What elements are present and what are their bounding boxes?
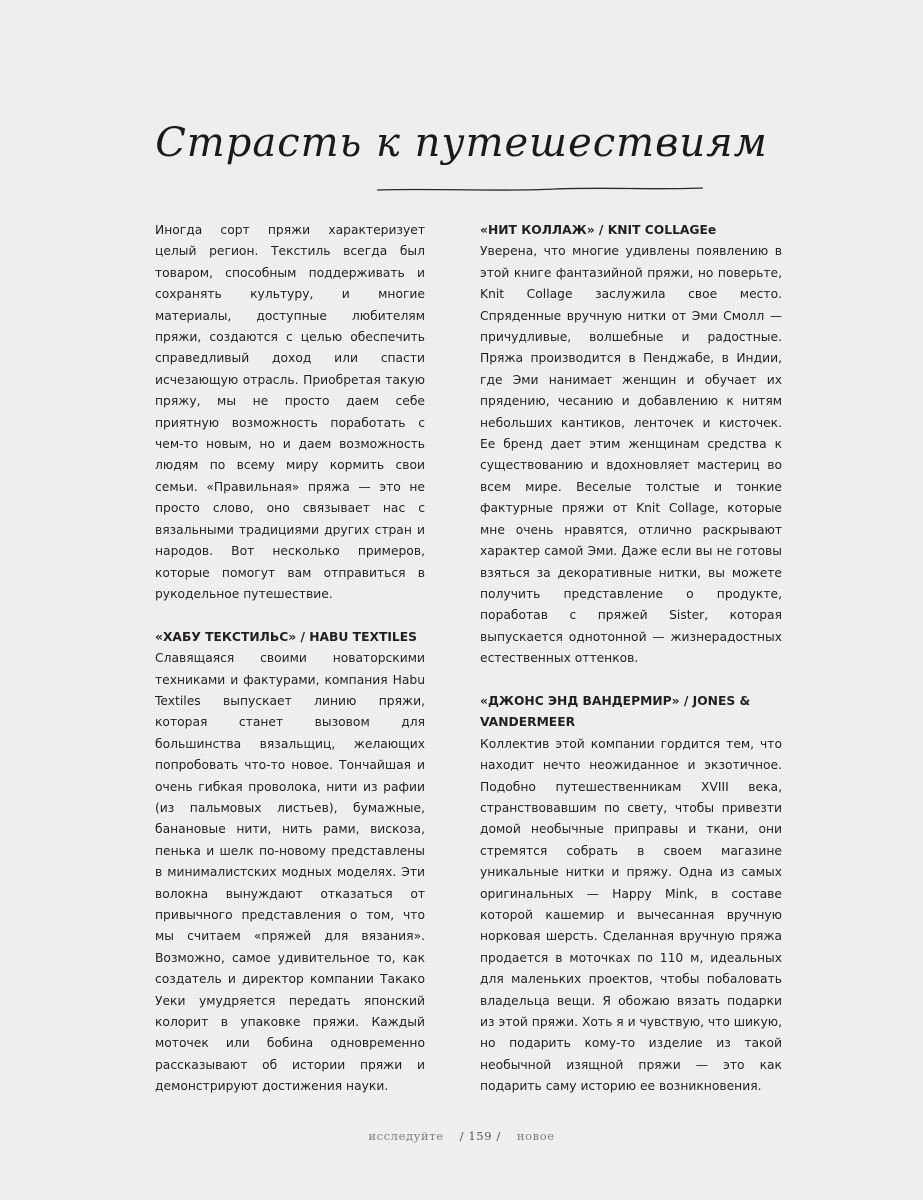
title-flourish xyxy=(375,178,705,198)
section-heading-jones-vandermeer: «ДЖОНС ЭНД ВАНДЕРМИР» / JONES & VANDERMEER xyxy=(480,693,751,730)
section-body-jones-vandermeer: Коллектив этой компании гордится тем, что находит нечто неожиданное и экзотичное. Подобно путешественникам XVIII века, странствовавшим по свету, чтобы привезти домой необычные приправы и ткани, они стремятся собрать в своем магазине уникальные нитки и пряжу. Одна из самых оригинальных — Happy Mink, в составе которой кашемир и вычесанная вручную норковая шерсть. Сделанная вручную пряжа продается в моточках по 110 м, идеальных для маленьких проектов, чтобы побаловать владельца вещи. Я обожаю вязать подарки из этой пряжи. Хоть я и чувствую, что шикую, но подарить кому-то изделие из такой необычной изящной пряжи — это как подарить саму историю ее возникновения. xyxy=(480,736,782,1094)
page-number: / 159 / xyxy=(459,1129,501,1143)
right-column xyxy=(480,220,782,1098)
left-column xyxy=(155,220,425,1098)
page-footer xyxy=(0,1129,923,1143)
section-heading-knit-collage: «НИТ КОЛЛАЖ» / KNIT COLLAGEе xyxy=(480,223,717,237)
page-title: Страсть к путешествиям xyxy=(155,120,768,166)
footer-left-text: исследуйте xyxy=(368,1129,444,1143)
intro-paragraph: Иногда сорт пряжи характеризует целый регион. Текстиль всегда был товаром, способным поддерживать и сохранять культуру, и многие материалы, доступные любителям пряжи, создаются с целью обеспечить справедливый доход или спасти исчезающую отрасль. Приобретая такую пряжу, мы не просто даем себе приятную возможность поработать с чем-то новым, но и даем возможность людям по всему миру кормить свои семьи. «Правильная» пряжа — это не просто слово, оно связывает нас с вязальными традициями других стран и народов. Вот несколько примеров, которые помогут вам отправиться в рукодельное путешествие. xyxy=(155,223,425,601)
section-body-habu: Славящаяся своими новаторскими техниками и фактурами, компания Habu Textiles выпускает линию пряжи, которая станет вызовом для большинства вязальщиц, желающих попробовать что-то новое. Тончайшая и очень гибкая проволока, нити из рафии (из пальмовых листьев), бумажные, банановые нити, нить рами, вискоза, пенька и шелк по-новому представлены в минималистских модных моделях. Эти волокна вынуждают отказаться от привычного представления о том, что мы считаем «пряжей для вязания». Возможно, самое удивительное то, как создатель и директор компании Такако Уеки умудряется передать японский колорит в упаковке пряжи. Каждый моточек или бобина одновременно рассказывают об истории пряжи и демонстрируют достижения науки. xyxy=(155,651,425,1094)
section-body-knit-collage: Уверена, что многие удивлены появлению в этой книге фантазийной пряжи, но поверьте, Knit Collage заслужила свое место. Спряденные вручную нитки от Эми Смолл — причудливые, волшебные и радостные. Пряжа производится в Пенджабе, в Индии, где Эми нанимает женщин и обучает их прядению, чесанию и добавлению к нитям небольших кантиков, ленточек и кисточек. Ее бренд дает этим женщинам средства к существованию и вдохновляет мастериц во всем мире. Веселые толстые и тонкие фактурные пряжи от Knit Collage, которые мне очень нравятся, отлично раскрывают характер самой Эми. Даже если вы не готовы взяться за декоративные нитки, вы можете получить представление о продукте, поработав с пряжей Sister, которая выпускается однотонной — жизнерадостных естественных оттенков. xyxy=(480,244,782,666)
section-heading-habu: «ХАБУ ТЕКСТИЛЬС» / HABU TEXTILES xyxy=(155,629,417,644)
footer-right-text: новое xyxy=(516,1129,555,1143)
